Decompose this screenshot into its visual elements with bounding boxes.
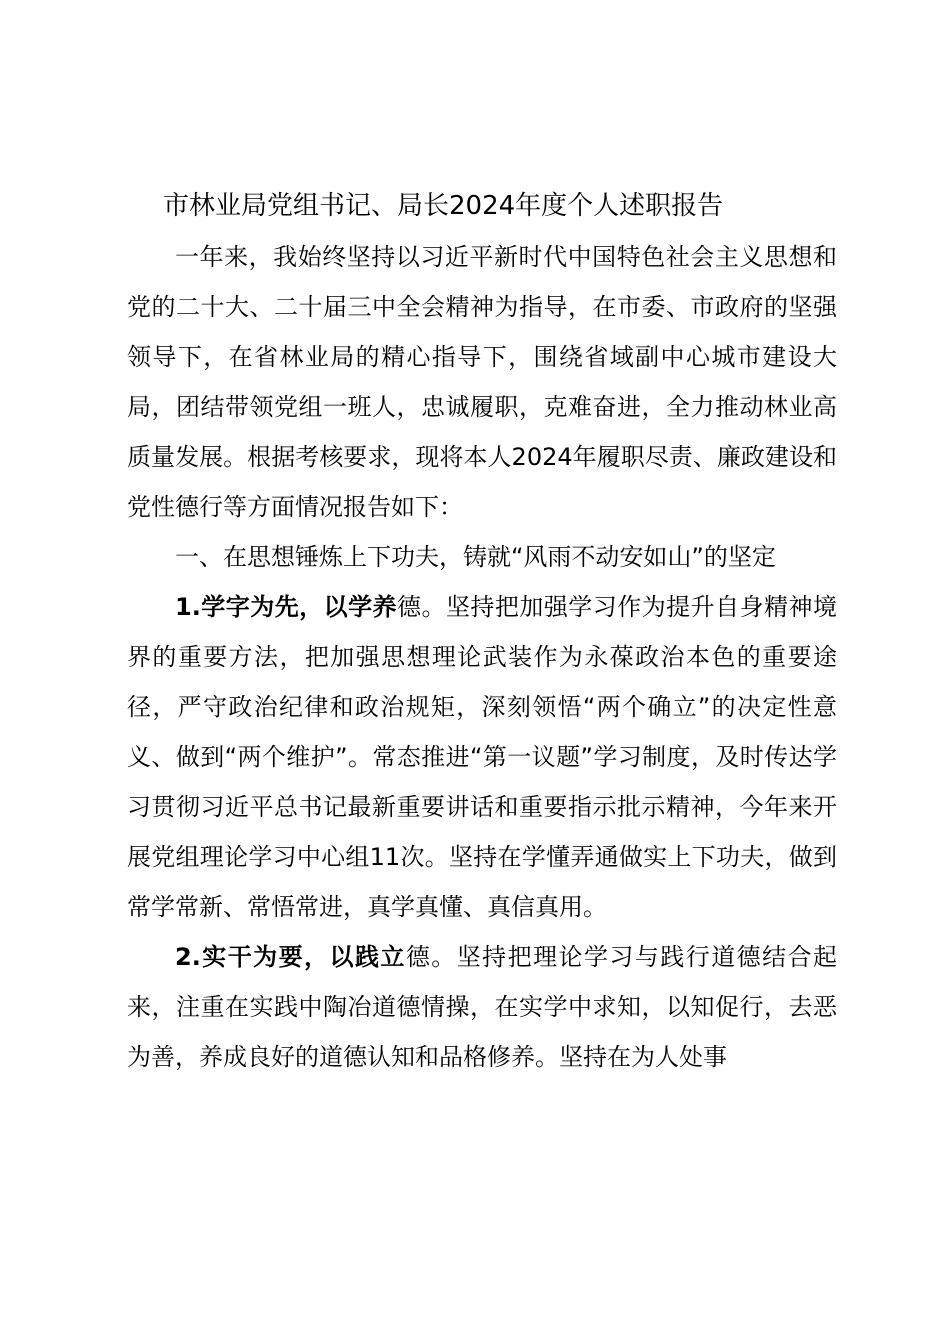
- item-body-2: 德。坚持把理论学习与践行道德结合起来，注重在实践中陶冶道德情操，在实学中求知，以知促行，去恶为善，养成良好的道德认知和品格修养。坚持在为人处事: [127, 943, 837, 1071]
- document-title: 市林业局党组书记、局长2024年度个人述职报告: [163, 191, 724, 221]
- section-heading-1: 一、在思想锤炼上下功夫，铸就“风雨不动安如山”的坚定: [175, 543, 776, 571]
- item-body-1: 德。坚持把加强学习作为提升自身精神境界的重要方法，把加强思想理论武装作为永葆政治本色的重要途径，严守政治纪律和政治规矩，深刻领悟“两个确立”的决定性意义、做到“两个维护”。常态推进“第一议题”学习制度，及时传达学习贯彻习近平总书记最新重要讲话和重要指示批示精神，今年来开展党组理论学习中心组11次。坚持在学懂弄通做实上下功夫，做到常学常新、常悟常进，真学真懂、真信真用。: [127, 593, 837, 921]
- item-paragraph-2: [127, 932, 837, 1082]
- item-lead-2: 2.实干为要，以践立: [175, 943, 406, 971]
- document-page: [127, 180, 837, 1082]
- intro-paragraph: 一年来，我始终坚持以习近平新时代中国特色社会主义思想和党的二十大、二十届三中全会精神为指导，在市委、市政府的坚强领导下，在省林业局的精心指导下，围绕省域副中心城市建设大局，团结带领党组一班人，忠诚履职，克难奋进，全力推动林业高质量发展。根据考核要求，现将本人2024年履职尽责、廉政建设和党性德行等方面情况报告如下：: [127, 243, 837, 521]
- item-lead-1: 1.学字为先，以学养: [175, 593, 398, 621]
- item-paragraph-1: [127, 582, 837, 932]
